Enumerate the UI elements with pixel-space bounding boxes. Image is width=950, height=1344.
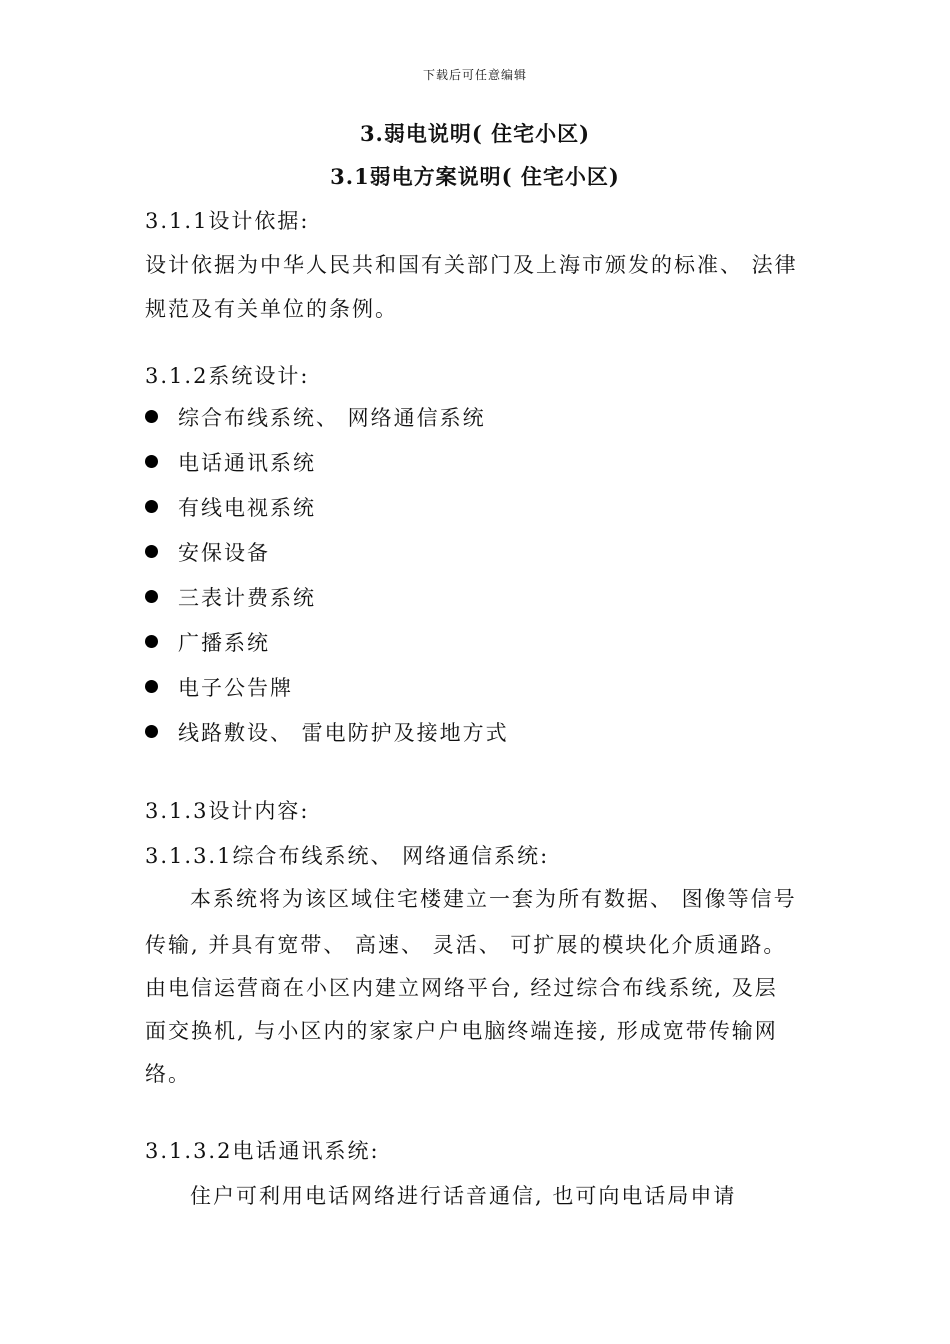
heading-3-1-3-1: 3.1.3.1综合布线系统、 网络通信系统: bbox=[145, 844, 550, 868]
list-item: 电话通讯系统 bbox=[145, 447, 316, 477]
heading-3-1-2: 3.1.2系统设计: bbox=[145, 364, 310, 388]
bullet-icon bbox=[145, 500, 158, 513]
list-item: 线路敷设、 雷电防护及接地方式 bbox=[145, 717, 509, 747]
paragraph-line: 面交换机, 与小区内的家家户户电脑终端连接, 形成宽带传输网 bbox=[145, 1019, 778, 1043]
page-header-note: 下载后可任意编辑 bbox=[422, 68, 527, 82]
list-item: 综合布线系统、 网络通信系统 bbox=[145, 402, 486, 432]
list-item: 有线电视系统 bbox=[145, 492, 316, 522]
bullet-icon bbox=[145, 545, 158, 558]
bullet-icon bbox=[145, 455, 158, 468]
heading-3-1-3-2: 3.1.3.2电话通讯系统: bbox=[145, 1139, 380, 1163]
list-item: 广播系统 bbox=[145, 627, 270, 657]
paragraph-line: 由电信运营商在小区内建立网络平台, 经过综合布线系统, 及层 bbox=[145, 976, 778, 1000]
paragraph-line: 设计依据为中华人民共和国有关部门及上海市颁发的标准、 法律 bbox=[145, 253, 798, 277]
paragraph-line: 住户可利用电话网络进行话音通信, 也可向电话局申请 bbox=[190, 1184, 737, 1208]
heading-3-1-3: 3.1.3设计内容: bbox=[145, 799, 310, 823]
bullet-icon bbox=[145, 725, 158, 738]
paragraph-line: 络。 bbox=[145, 1062, 191, 1086]
paragraph-line: 规范及有关单位的条例。 bbox=[145, 297, 398, 321]
list-item: 安保设备 bbox=[145, 537, 270, 567]
paragraph-line: 本系统将为该区域住宅楼建立一套为所有数据、 图像等信号 bbox=[190, 887, 797, 911]
paragraph-line: 传输, 并具有宽带、 高速、 灵活、 可扩展的模块化介质通路。 bbox=[145, 933, 787, 957]
bullet-icon bbox=[145, 680, 158, 693]
bullet-icon bbox=[145, 635, 158, 648]
section-title: 3.1弱电方案说明( 住宅小区) bbox=[330, 164, 620, 189]
list-item: 三表计费系统 bbox=[145, 582, 316, 612]
document-title: 3.弱电说明( 住宅小区) bbox=[359, 121, 591, 146]
list-item: 电子公告牌 bbox=[145, 672, 293, 702]
bullet-icon bbox=[145, 410, 158, 423]
heading-3-1-1: 3.1.1设计依据: bbox=[145, 209, 310, 233]
bullet-icon bbox=[145, 590, 158, 603]
